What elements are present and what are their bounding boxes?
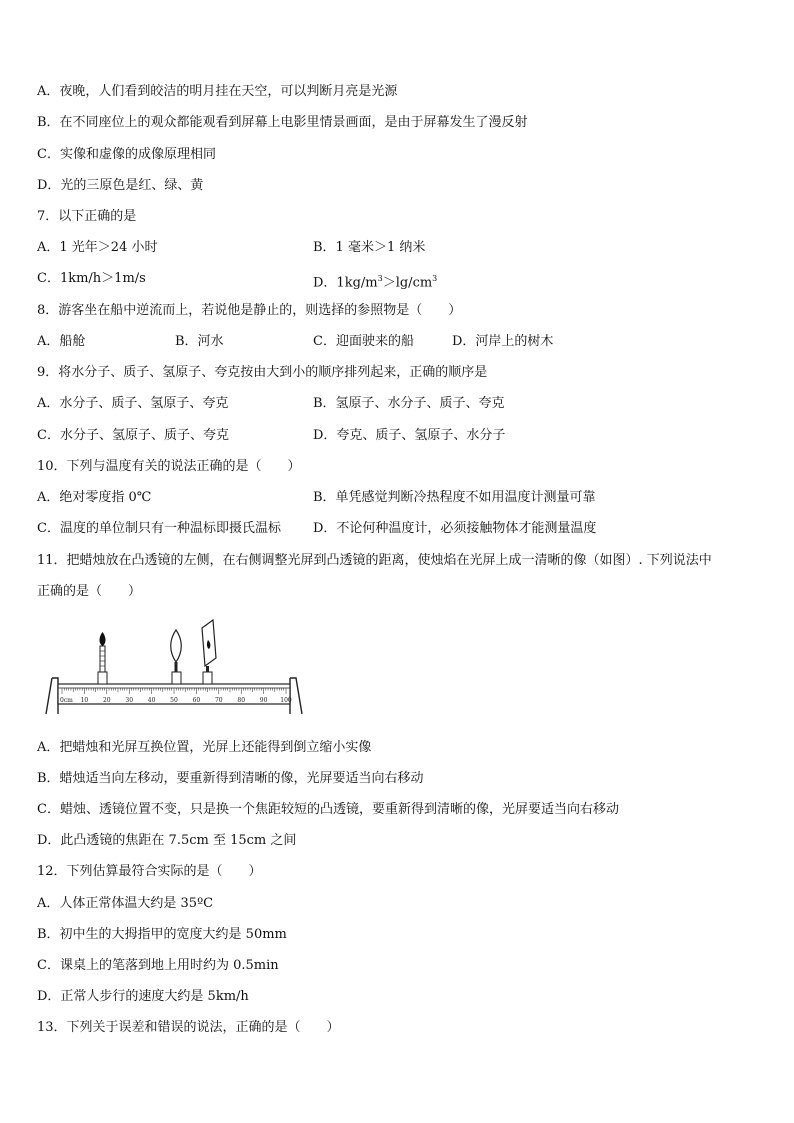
q12-option-b: B．初中生的大拇指甲的宽度大约是 50mm: [37, 927, 287, 942]
q11-option-c: C．蜡烛、透镜位置不变，只是换一个焦距较短的凸透镜，要重新得到清晰的像，光屏要适当向右移动: [37, 802, 619, 817]
q9-option-d: D．夸克、质子、氢原子、水分子: [313, 428, 506, 443]
ruler-tick-label: 10: [80, 697, 89, 704]
q8-option-c: C．迎面驶来的船: [313, 334, 414, 349]
candle-holder: [98, 672, 107, 684]
q10-stem: 10．下列与温度有关的说法正确的是（ ）: [37, 459, 301, 474]
ruler-tick-label: 60: [192, 697, 201, 704]
q13-stem: 13．下列关于误差和错误的说法，正确的是（ ）: [37, 1020, 340, 1035]
q7-option-c: C．1km/h＞1m/s: [37, 271, 146, 286]
q8-stem: 8．游客坐在船中逆流而上，若说他是静止的，则选择的参照物是（ ）: [37, 303, 462, 318]
q10-option-d: D．不论何种温度计，必须接触物体才能测量温度: [313, 521, 597, 536]
q11-stem-line1: 11．把蜡烛放在凸透镜的左侧，在右侧调整光屏到凸透镜的距离，使烛焰在光屏上成一清晰的像（如图）. 下列说法中: [37, 553, 712, 568]
q7-option-b: B．1 毫米＞1 纳米: [313, 240, 426, 255]
light-screen: [202, 620, 216, 684]
q10-option-c: C．温度的单位制只有一种温标即摄氏温标: [37, 521, 281, 536]
q10-option-a: A．绝对零度指 0℃: [37, 490, 152, 505]
ruler-tick-label: 40: [147, 697, 156, 704]
q8-option-b: B．河水: [175, 334, 224, 349]
q9-option-c: C．水分子、氢原子、质子、夸克: [37, 428, 229, 443]
ruler-tick-label: 50: [170, 697, 178, 704]
q12-option-c: C．课桌上的笔落到地上用时约为 0.5min: [37, 958, 279, 973]
q12-option-d: D．正常人步行的速度大约是 5km/h: [37, 989, 249, 1004]
q6-option-c: C．实像和虚像的成像原理相同: [37, 147, 216, 162]
q9-option-a: A．水分子、质子、氢原子、夸克: [37, 396, 229, 411]
lens-holder: [172, 672, 181, 684]
q12-option-a: A．人体正常体温大约是 35ºC: [37, 896, 214, 911]
ruler-tick-label: 80: [237, 697, 246, 704]
q7-stem: 7．以下正确的是: [37, 209, 137, 224]
ruler-unit-label: 0cm: [60, 697, 73, 704]
q6-option-b: B．在不同座位上的观众都能观看到屏幕上电影里情景画面，是由于屏幕发生了漫反射: [37, 115, 528, 130]
q10-option-b: B．单凭感觉判断冷热程度不如用温度计测量可靠: [313, 490, 596, 505]
q7-option-a: A．1 光年＞24 小时: [37, 240, 158, 255]
ruler-tick-label: 30: [125, 697, 134, 704]
q11-option-a: A．把蜡烛和光屏互换位置，光屏上还能得到倒立缩小实像: [37, 740, 372, 755]
bench-left-leg: [46, 678, 52, 714]
candle-flame: [99, 632, 105, 646]
q9-option-b: B．氢原子、水分子、质子、夸克: [313, 396, 505, 411]
ruler-tick-label: 70: [214, 697, 223, 704]
q6-option-a: A．夜晚，人们看到皎洁的明月挂在天空，可以判断月亮是光源: [37, 84, 398, 99]
q6-option-d: D．光的三原色是红、绿、黄: [37, 178, 204, 193]
q9-stem: 9．将水分子、质子、氢原子、夸克按由大到小的顺序排列起来，正确的顺序是: [37, 365, 488, 380]
q11-option-b: B．蜡烛适当向左移动，要重新得到清晰的像，光屏要适当向右移动: [37, 771, 424, 786]
optical-bench-figure: [38, 618, 308, 718]
candle: [98, 632, 107, 684]
convex-lens: [171, 630, 182, 684]
bench-right-leg: [290, 678, 302, 714]
screen-holder: [203, 672, 212, 684]
q11-option-d: D．此凸透镜的焦距在 7.5cm 至 15cm 之间: [37, 833, 297, 848]
ruler-tick-label: 100: [280, 697, 292, 704]
ruler-tick-label: 20: [102, 697, 111, 704]
q12-stem: 12．下列估算最符合实际的是（ ）: [37, 864, 262, 879]
bench-left-post: [52, 678, 58, 714]
q11-stem-line2: 正确的是（ ）: [37, 584, 142, 599]
q8-option-d: D．河岸上的树木: [452, 334, 554, 349]
q7-option-d: D．$1kg/m^3>\lg/cm^3$: [313, 274, 438, 291]
ruler-tick-label: 90: [259, 697, 268, 704]
q8-option-a: A．船舱: [37, 334, 86, 349]
